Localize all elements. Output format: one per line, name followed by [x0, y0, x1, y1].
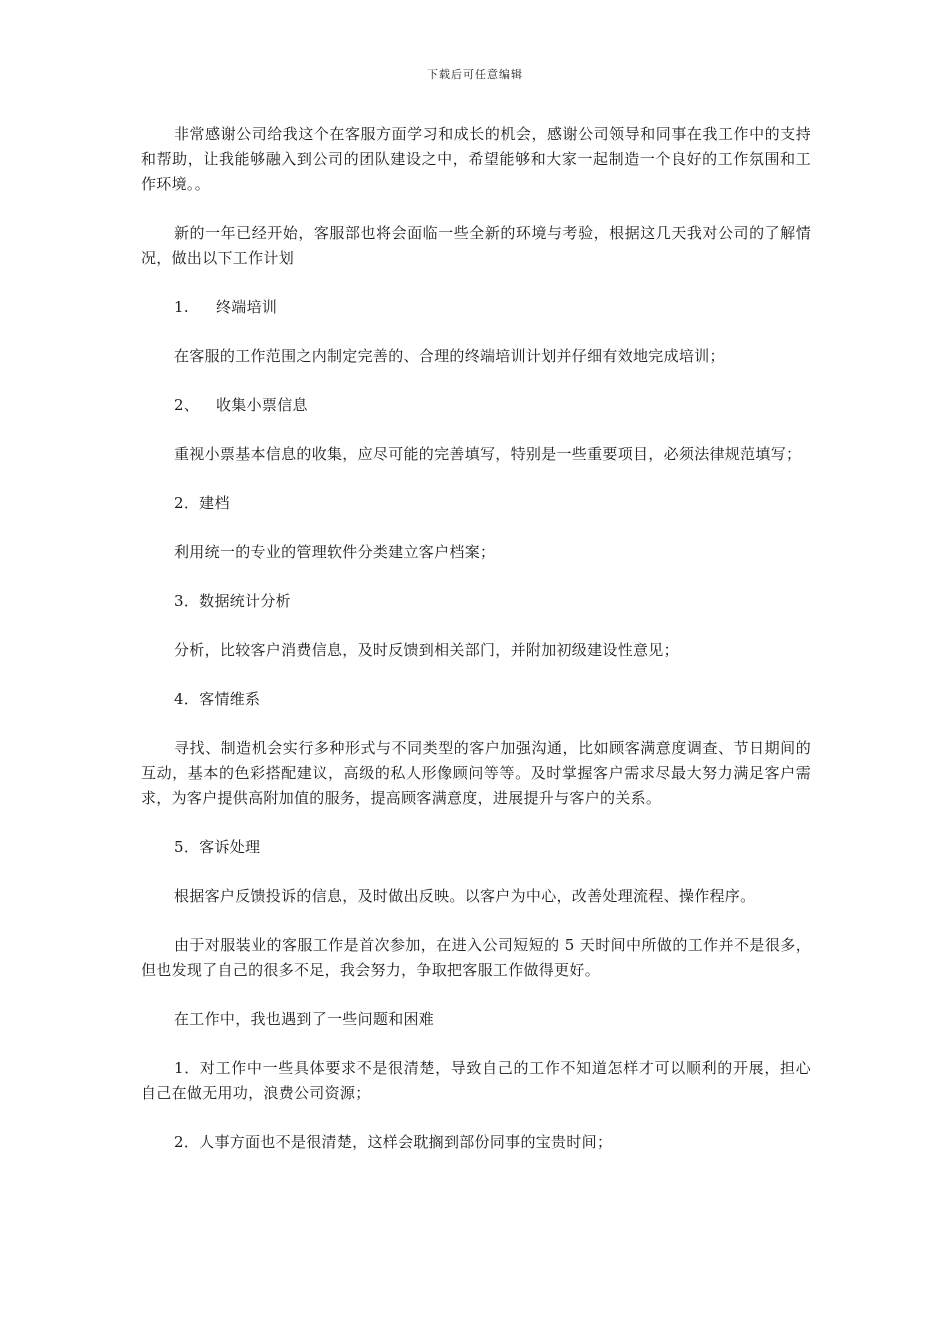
item-3-heading: 2．建档: [174, 494, 230, 512]
item-2-number: 2、: [174, 396, 200, 414]
item-5-heading: 4．客情维系: [174, 690, 261, 708]
item-6-body: 根据客户反馈投诉的信息，及时做出反映。以客户为中心，改善处理流程、操作程序。: [174, 887, 756, 905]
intro-paragraph-1: 非常感谢公司给我这个在客服方面学习和成长的机会，感谢公司领导和同事在我工作中的支持和帮助，让我能够融入到公司的团队建设之中，希望能够和大家一起制造一个良好的工作氛围和工作环境。。: [141, 125, 811, 193]
problems-intro: 在工作中，我也遇到了一些问题和困难: [174, 1010, 435, 1028]
problem-1: 1．对工作中一些具体要求不是很清楚，导致自己的工作不知道怎样才可以顺利的开展，担心自己在做无用功，浪费公司资源；: [141, 1059, 811, 1102]
item-6-heading: 5．客诉处理: [174, 838, 261, 856]
problem-2: 2．人事方面也不是很清楚，这样会耽搁到部份同事的宝贵时间；: [174, 1133, 613, 1151]
item-4-heading: 3．数据统计分析: [174, 592, 291, 610]
item-1-body: 在客服的工作范围之内制定完善的、合理的终端培训计划并仔细有效地完成培训；: [174, 347, 725, 365]
page-header: 下载后可任意编辑: [427, 68, 523, 81]
intro-paragraph-2: 新的一年已经开始，客服部也将会面临一些全新的环境与考验，根据这几天我对公司的了解情况，做出以下工作计划: [141, 224, 811, 267]
document-body: [141, 122, 811, 1179]
item-2-title: 收集小票信息: [216, 396, 308, 414]
item-1-number: 1.: [174, 298, 189, 316]
reflection-paragraph: 由于对服装业的客服工作是首次参加，在进入公司短短的 5 天时间中所做的工作并不是很多，但也发现了自己的很多不足，我会努力，争取把客服工作做得更好。: [141, 936, 811, 979]
item-2-heading: [141, 393, 811, 418]
item-1-heading: [141, 295, 811, 320]
item-4-body: 分析，比较客户消费信息，及时反馈到相关部门，并附加初级建设性意见；: [174, 641, 679, 659]
item-1-title: 终端培训: [216, 298, 278, 316]
item-5-body: 寻找、制造机会实行多种形式与不同类型的客户加强沟通，比如顾客满意度调查、节日期间的互动，基本的色彩搭配建议，高级的私人形像顾问等等。及时掌握客户需求尽最大努力满足客户需求，为客户提供高附加值的服务，提高顾客满意度，进展提升与客户的关系。: [141, 739, 811, 807]
item-3-body: 利用统一的专业的管理软件分类建立客户档案；: [174, 543, 496, 561]
item-2-body: 重视小票基本信息的收集，应尽可能的完善填写，特别是一些重要项目，必须法律规范填写；: [174, 445, 802, 463]
